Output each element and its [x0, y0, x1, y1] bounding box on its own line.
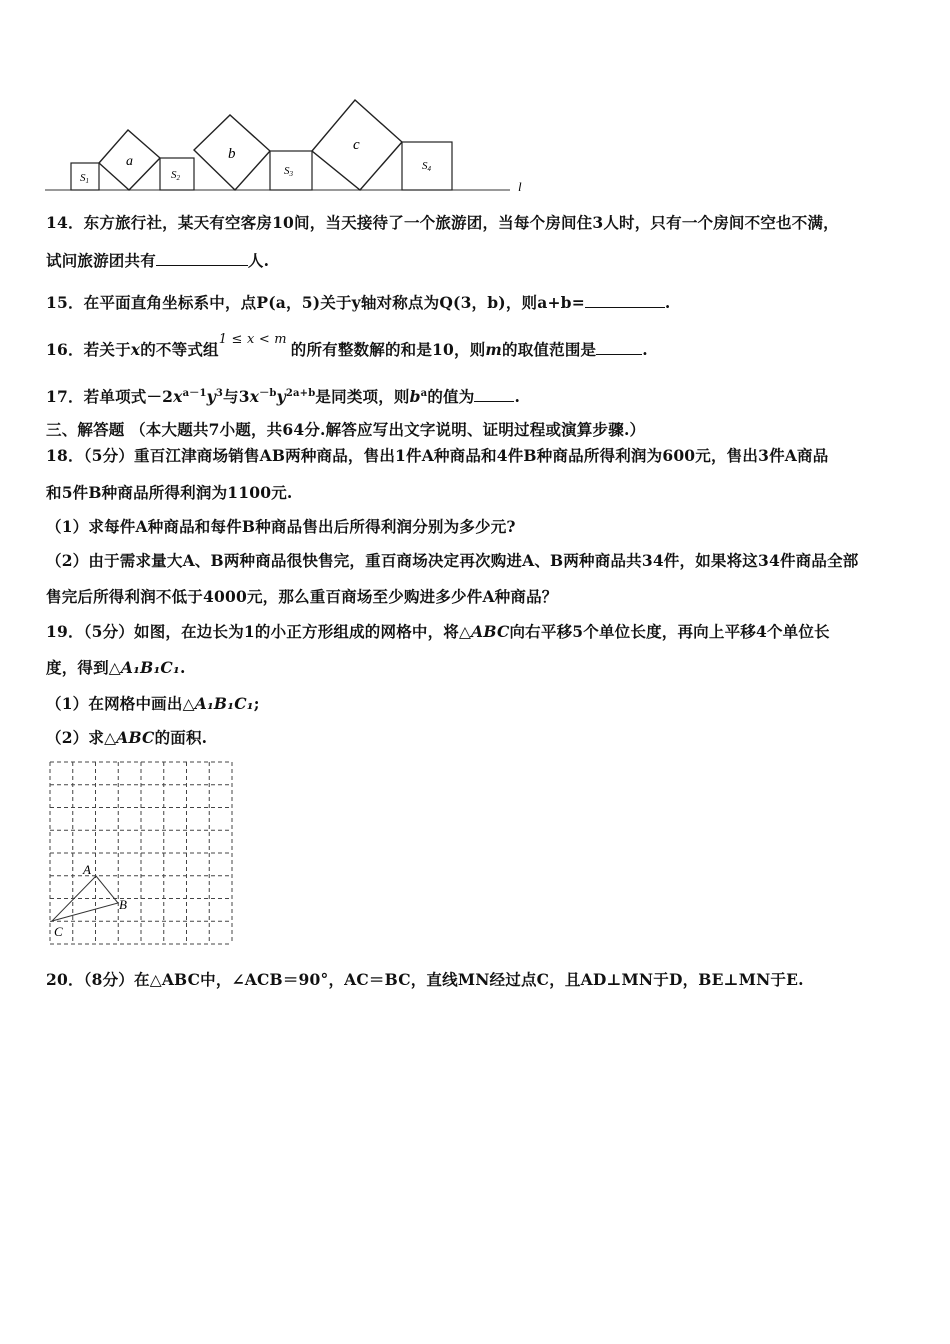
q14-line2-pre: 试问旅游团共有 — [46, 251, 156, 270]
q16-inequality: 1 ≤ x < m — [218, 332, 287, 347]
q14-line1: 14．东方旅行社，某天有空客房10间，当天接待了一个旅游团，当每个房间住3人时，只有一个房间不空也不满， — [46, 213, 839, 232]
q19-part2-post: 的面积. — [154, 728, 208, 747]
squares-figure — [40, 95, 540, 200]
label-l: l — [518, 179, 522, 194]
q17-term1-x: x — [173, 387, 183, 407]
grid-figure — [46, 758, 238, 948]
q19-line2-pre: 度，得到△ — [46, 658, 121, 677]
q19-a1b1c1: A₁B₁C₁ — [120, 658, 180, 677]
q17-end: 的值为 — [427, 387, 475, 407]
q14-line2 — [46, 249, 269, 271]
label-C: C — [54, 924, 63, 939]
section3-title: 三、解答题 （本大题共7小题，共64分.解答应写出文字说明、证明过程或演算步骤.） — [46, 420, 646, 439]
q19-part1-pre: （1）在网格中画出△ — [46, 694, 195, 713]
q17-result-exp: a — [420, 388, 428, 399]
q16-pre: 16．若关于 — [46, 340, 131, 359]
q16-line — [46, 332, 648, 360]
q16-mid: 的不等式组 — [140, 340, 219, 359]
q16-post2: 的取值范围是 — [502, 340, 597, 359]
label-s3: S3 — [284, 165, 293, 178]
q17-post: 是同类项，则 — [315, 387, 410, 407]
q17-term2-exp: －b — [259, 388, 277, 399]
q19-part2-pre: （2）求△ — [46, 728, 117, 747]
label-s1: S1 — [80, 172, 89, 185]
q16-var-x: x — [130, 340, 141, 359]
q15-end: . — [664, 293, 671, 312]
q20-line: 20．（8分）在△ABC中，∠ACB＝90°，AC＝BC，直线MN经过点C，且AD⊥MN于D，BE⊥MN于E. — [46, 970, 804, 989]
q19-line1-post: 向右平移5个单位长度，再向上平移4个单位长 — [509, 622, 830, 641]
q18-part2-line2: 售完后所得利润不低于4000元，那么重百商场至少购进多少件A种商品？ — [46, 587, 558, 606]
grid-lines — [50, 762, 232, 944]
q19-line1 — [46, 620, 830, 642]
q17-term1-exp: a－1 — [182, 388, 207, 399]
q18-part1: （1）求每件A种商品和每件B种商品售出后所得利润分别为多少元? — [46, 517, 516, 536]
q16-var-m: m — [485, 340, 503, 359]
label-A: A — [83, 862, 91, 877]
q17-term2-y: y — [276, 387, 286, 407]
q17-line — [46, 384, 520, 407]
q17-end2: . — [514, 387, 521, 407]
label-B: B — [119, 897, 127, 912]
q19-part1 — [46, 692, 260, 714]
q15-blank[interactable] — [585, 293, 665, 308]
q19-abc: ABC — [471, 622, 510, 641]
q17-mid: 与3 — [223, 387, 250, 407]
q19-part2-abc: ABC — [116, 728, 155, 747]
q19-line2-post: . — [179, 658, 186, 677]
q17-term2-x: x — [249, 387, 260, 407]
q18-part2-line1: （2）由于需求量大A、B两种商品很快售完，重百商场决定再次购进A、B两种商品共34件，如果将这34件商品全部 — [46, 551, 859, 570]
q19-part1-tri: A₁B₁C₁ — [194, 694, 254, 713]
q18-line1: 18．（5分）重百江津商场销售AB两种商品，售出1件A种商品和4件B种商品所得利润为600元，售出3件A商品 — [46, 446, 829, 465]
q19-part2 — [46, 726, 207, 748]
q17-term1-y: y — [206, 387, 216, 407]
q16-post1: 的所有整数解的和是10，则 — [290, 340, 486, 359]
label-b: b — [228, 146, 236, 162]
q19-part1-post: ; — [253, 694, 260, 713]
q15-line — [46, 291, 671, 313]
q14-line2-post: 人. — [247, 251, 270, 270]
q14-blank[interactable] — [156, 251, 248, 266]
q17-blank[interactable] — [474, 387, 514, 402]
q16-end: . — [642, 340, 648, 359]
q17-term2-y-exp: 2a+b — [285, 388, 316, 399]
label-s4: S4 — [422, 160, 431, 173]
q17-result-b: b — [409, 387, 421, 407]
q16-blank[interactable] — [596, 340, 642, 355]
q19-line2 — [46, 656, 186, 678]
q19-line1-pre: 19．（5分）如图，在边长为1的小正方形组成的网格中，将△ — [46, 622, 472, 641]
label-s2: S2 — [171, 169, 180, 182]
q18-line2: 和5件B种商品所得利润为1100元. — [46, 483, 293, 502]
q15-text: 15．在平面直角坐标系中，点P(a，5)关于y轴对称点为Q(3，b)，则a+b= — [46, 293, 585, 312]
q17-pre: 17．若单项式－2 — [46, 387, 174, 407]
q17-term1-y-exp: 3 — [215, 388, 224, 399]
label-c: c — [353, 137, 360, 153]
label-a: a — [126, 154, 133, 169]
